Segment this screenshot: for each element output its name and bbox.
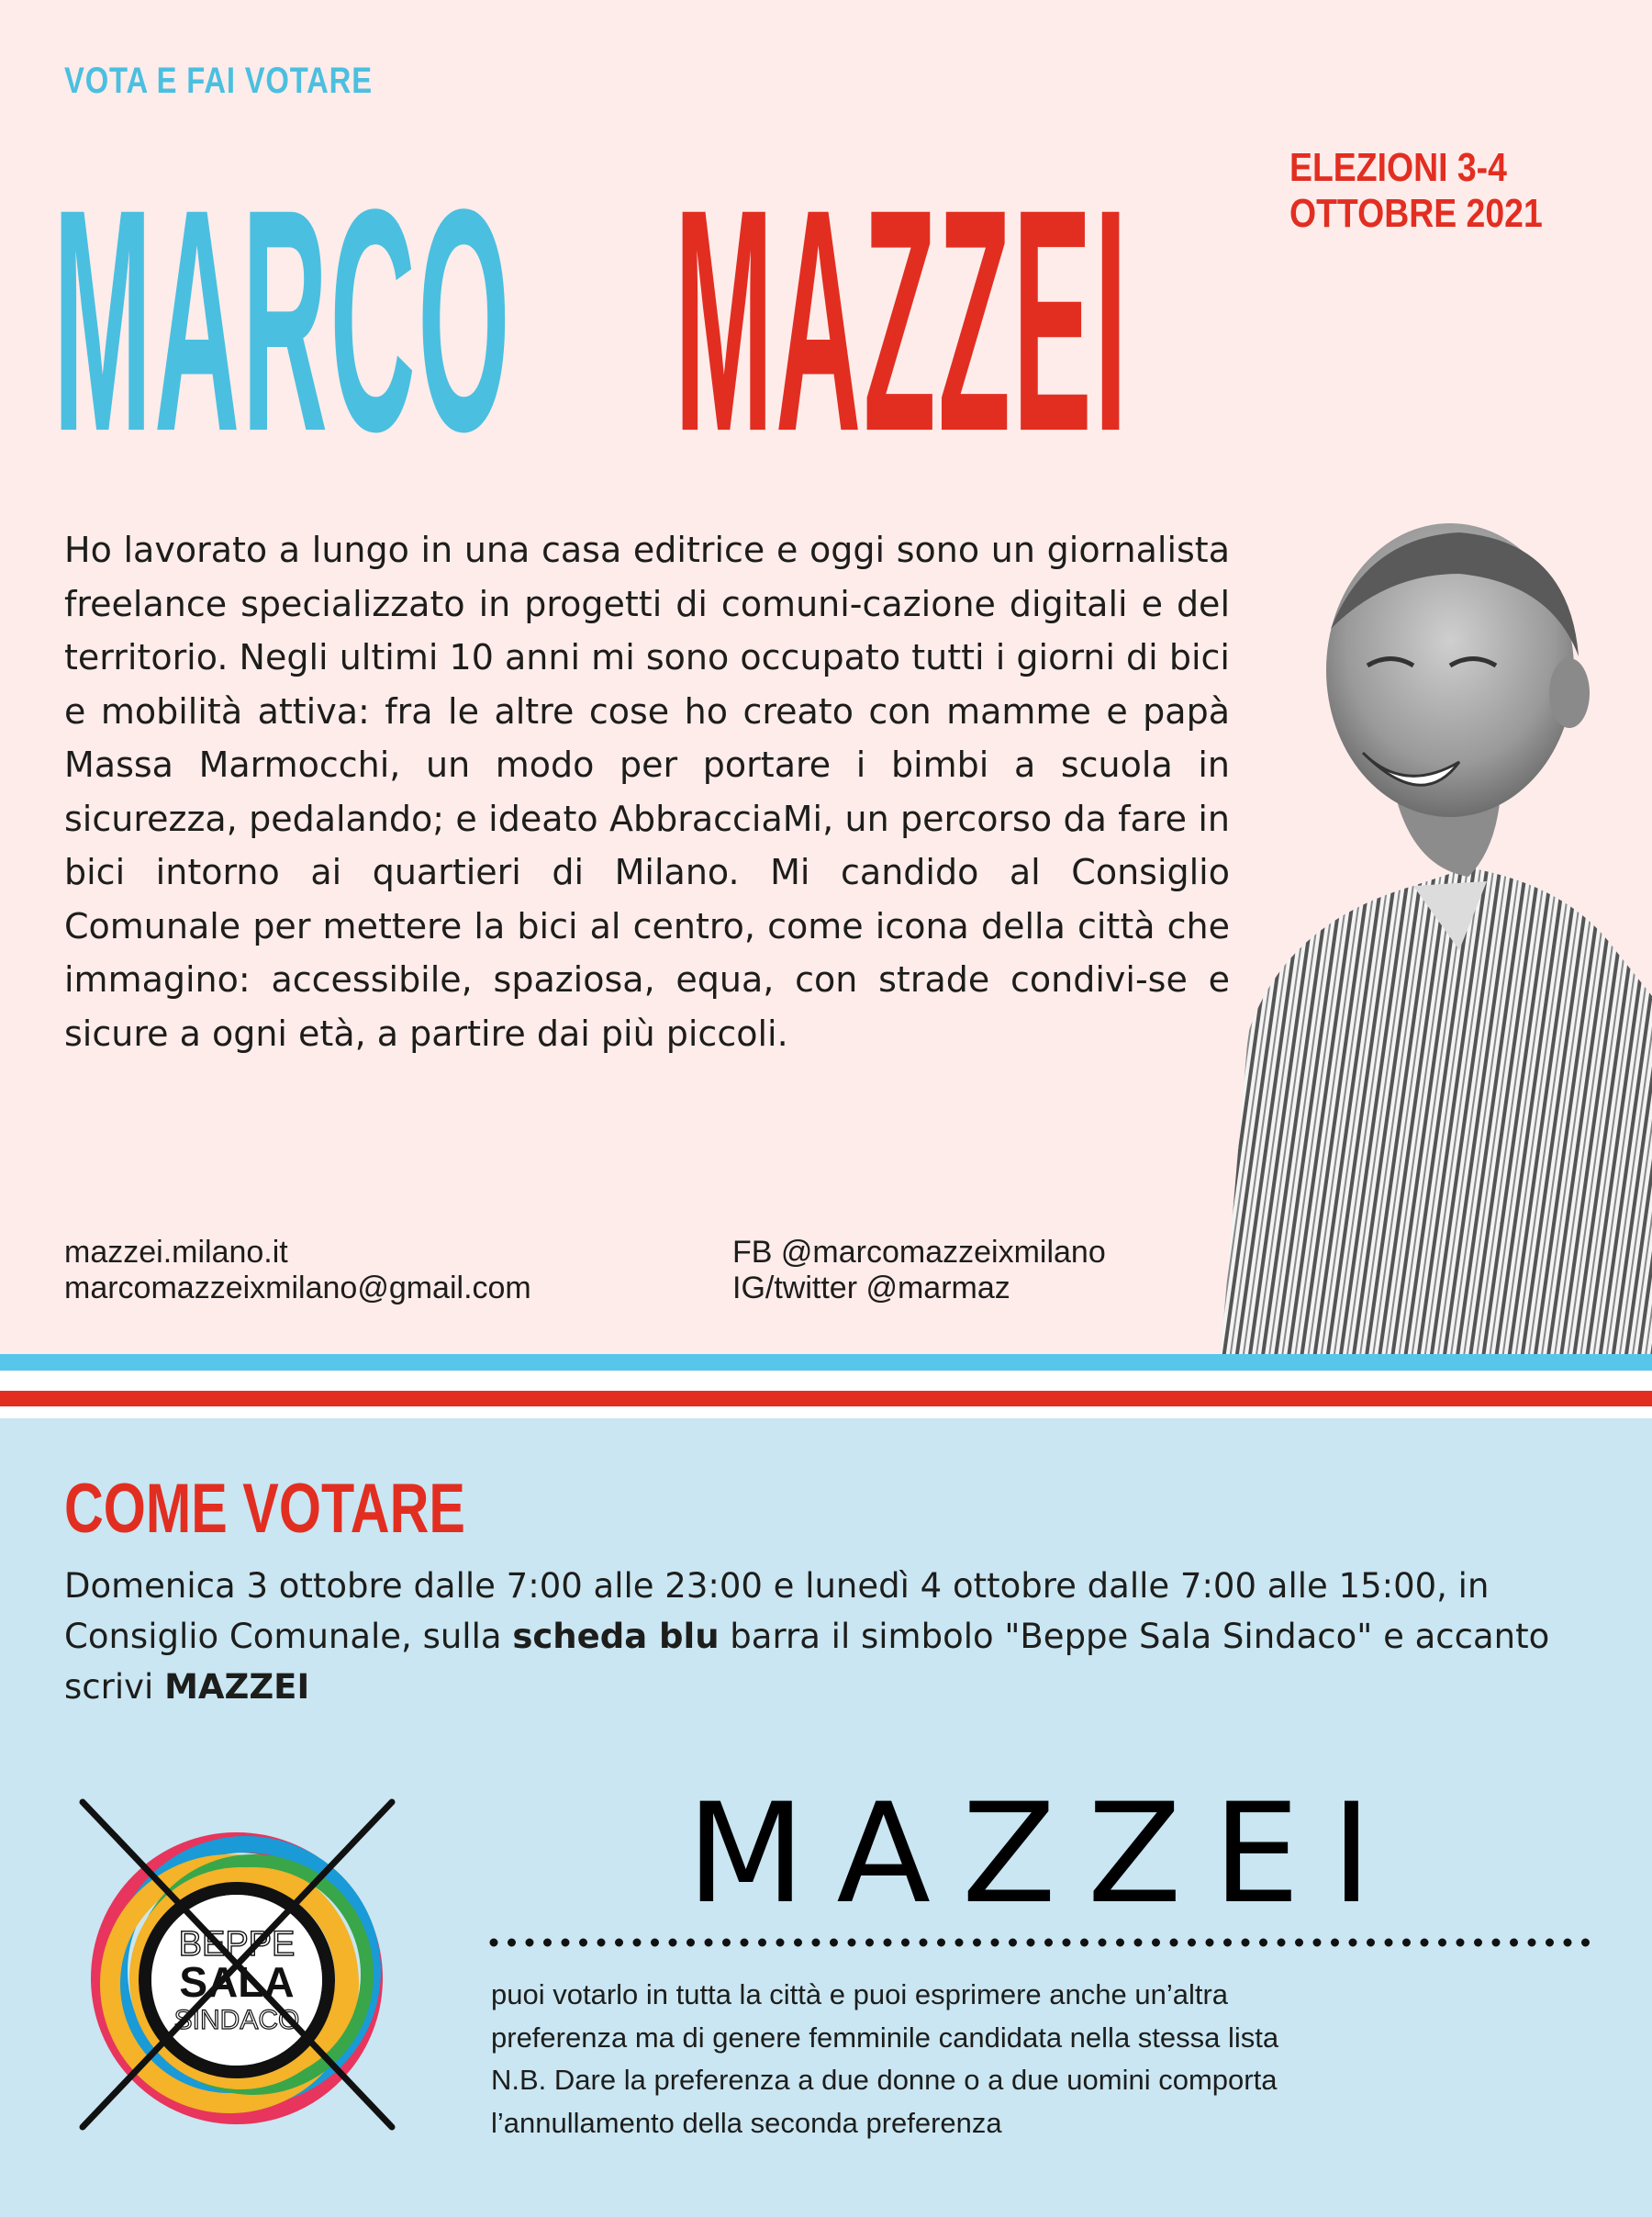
logo-text-sindaco: SINDACO — [173, 2005, 300, 2035]
dotted-line — [488, 1937, 1599, 1948]
red-stripe — [0, 1391, 1652, 1406]
election-date — [1289, 145, 1543, 237]
election-date-line2: OTTOBRE 2021 — [1289, 191, 1543, 236]
email-link[interactable]: marcomazzeixmilano@gmail.com — [64, 1271, 531, 1305]
note-line: puoi votarlo in tutta la città e puoi esprimere anche un’altra — [491, 1978, 1229, 2010]
note-line: preferenza ma di genere femminile candidata nella stessa lista — [491, 2021, 1279, 2054]
blue-ballot-emphasis: scheda blu — [512, 1617, 720, 1656]
white-stripe-lower — [0, 1406, 1652, 1418]
contacts-social — [732, 1235, 1106, 1306]
website-link[interactable]: mazzei.milano.it — [64, 1235, 288, 1270]
note-line: N.B. Dare la preferenza a due donne o a due uomini comporta — [491, 2064, 1278, 2096]
logo-text-sala: SALA — [179, 1958, 295, 2006]
contacts-web — [64, 1235, 531, 1306]
how-to-vote-text — [64, 1561, 1606, 1712]
kicker-text: VOTA E FAI VOTARE — [64, 61, 373, 101]
election-date-line1: ELEZIONI 3-4 — [1289, 145, 1507, 190]
write-in-name: MAZZEI — [686, 1775, 1403, 1934]
blue-stripe — [0, 1354, 1652, 1371]
candidate-bio: Ho lavorato a lungo in una casa editrice e oggi sono un giornalista freelance specializzato in progetti di comuni-cazione digitali e del territorio. Negli ultimi 10 anni mi sono occupato tutti i giorni di bici e mobilità attiva: fra le altre cose ho creato con mamme e papà Massa Marmocchi, un modo per portare i bimbi a scuola in sicurezza, pedalando; e ideato AbbracciaMi, un percorso da fare in bici intorno ai quartieri di Milano. Mi candido al Consiglio Comunale per mettere la bici al centro, come icona della città che immagino: accessibile, spaziosa, equa, con strade condivi-se e sicure a ogni età, a partire dai più piccoli. — [64, 530, 1230, 1054]
how-to-vote-text-part1: Domenica 3 ottobre dalle 7:00 alle 23:00 e lunedì 4 ottobre dalle 7:00 alle 15:00, in Consiglio Comunale, sulla — [64, 1566, 1490, 1656]
logo-text-beppe: BEPPE — [178, 1925, 296, 1964]
white-stripe — [0, 1371, 1652, 1391]
candidate-last-name: MAZZEI — [675, 142, 1130, 498]
note-line: l’annullamento della seconda preferenza — [491, 2106, 1002, 2139]
facebook-handle[interactable]: FB @marcomazzeixmilano — [732, 1235, 1106, 1270]
how-to-vote-text-part2: barra il simbolo "Beppe Sala Sindaco" e accanto scrivi — [64, 1617, 1550, 1707]
preference-note — [491, 1974, 1592, 2144]
candidate-photo — [1184, 519, 1652, 1354]
candidate-first-name: MARCO — [53, 142, 513, 498]
write-in-name-emphasis: MAZZEI — [164, 1667, 310, 1707]
instagram-twitter-handle[interactable]: IG/twitter @marmaz — [732, 1271, 1010, 1305]
party-logo — [57, 1795, 417, 2134]
how-to-vote-title: COME VOTARE — [64, 1470, 465, 1548]
